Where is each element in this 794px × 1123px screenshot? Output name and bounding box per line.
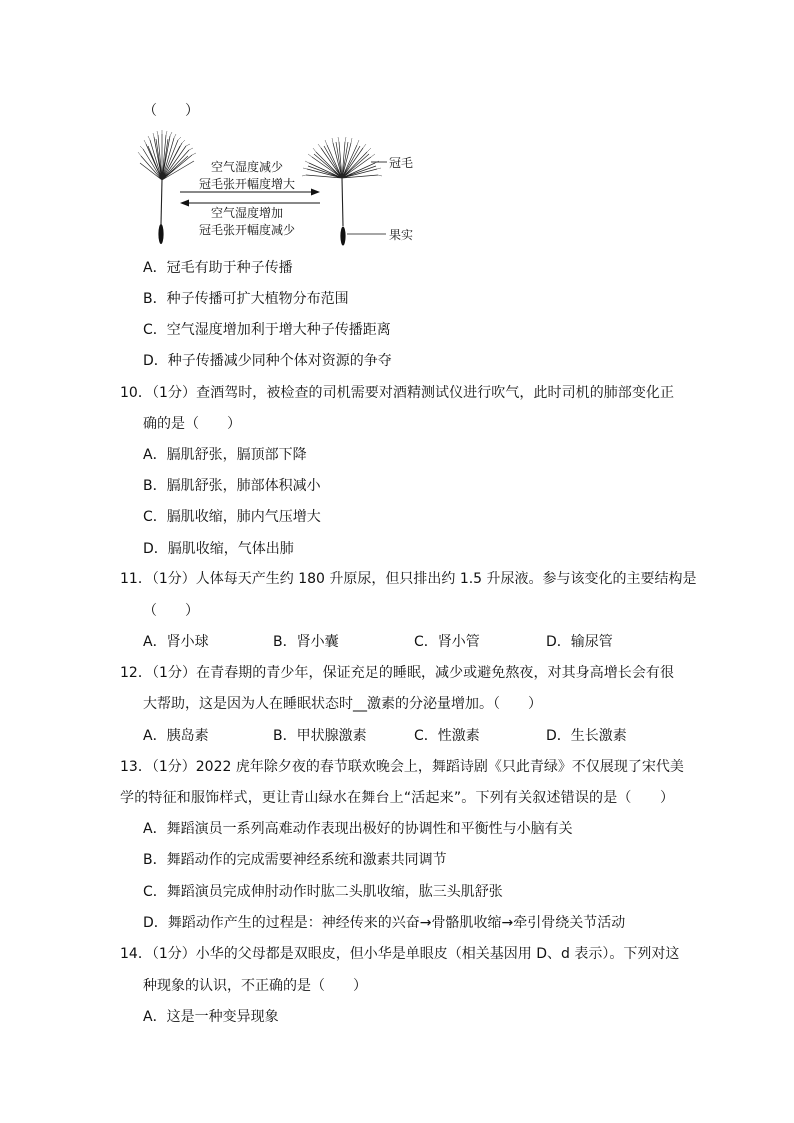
- q10-stem-text-1: 查酒驾时，被检查的司机需要对酒精测试仪进行吹气，此时司机的肺部变化正: [196, 385, 674, 401]
- q14-number: 14．: [120, 946, 152, 962]
- q14-option-a: A．这是一种变异现象: [143, 1009, 279, 1025]
- open-pappus-hairs: [302, 137, 382, 176]
- q14-stem-line-1: [120, 944, 680, 964]
- q11-option-a: A．肾小球: [143, 634, 209, 650]
- q10-option-a: A．膈肌舒张，膈顶部下降: [143, 447, 307, 463]
- q11-option-d: D．输尿管: [546, 634, 613, 650]
- q10-stem-line-2: 确的是（ ）: [143, 416, 241, 432]
- arrow-left-label-2: 冠毛张开幅度减少: [198, 223, 296, 237]
- q9-option-d: D．种子传播减少同种个体对资源的争夺: [143, 353, 392, 369]
- pappus-label: 冠毛: [389, 156, 414, 170]
- q12-score: （1分）: [151, 665, 197, 681]
- left-stalk: [161, 180, 162, 224]
- arrows: [180, 189, 320, 207]
- q9-answer-blank: （ ）: [143, 103, 199, 119]
- arrow-left-label-1: 空气湿度增加: [210, 206, 284, 220]
- q12-stem-line-2: 大帮助，这是因为人在睡眠状态时__激素的分泌量增加。（ ）: [143, 696, 542, 712]
- q12-options-row: [0, 726, 794, 746]
- q11-stem-text-1: 人体每天产生约 180 升原尿，但只排出约 1.5 升尿液。参与该变化的主要结构是: [195, 571, 697, 587]
- left-fruit: [158, 224, 163, 244]
- q13-option-c: C．舞蹈演员完成伸肘动作时肱二头肌收缩，肱三头肌舒张: [143, 884, 503, 900]
- fruit-label: 果实: [389, 228, 414, 242]
- closed-pappus: [140, 134, 194, 180]
- q11-options-row: [0, 632, 794, 652]
- q13-number: 13．: [120, 759, 152, 775]
- q10-option-c: C．膈肌收缩，肺内气压增大: [143, 509, 321, 525]
- q9-option-b: B．种子传播可扩大植物分布范围: [143, 291, 349, 307]
- open-pappus: [306, 142, 378, 178]
- q13-option-d: D．舞蹈动作产生的过程是：神经传来的兴奋→骨骼肌收缩→牵引骨绕关节活动: [143, 915, 626, 931]
- q11-option-c: C．肾小管: [414, 634, 480, 650]
- arrow-right-head: [311, 189, 320, 196]
- q9-option-a: A．冠毛有助于种子传播: [143, 260, 293, 276]
- q13-option-a: A．舞蹈演员一系列高难动作表现出极好的协调性和平衡性与小脑有关: [143, 821, 573, 837]
- q13-stem-line-2: 学的特征和服饰样式，更让青山绿水在舞台上“活起来”。下列有关叙述错误的是（ ）: [120, 790, 674, 806]
- q13-stem-line-1: [120, 757, 684, 777]
- q13-stem-text-1: 2022 虎年除夕夜的春节联欢晚会上，舞蹈诗剧《只此青绿》不仅展现了宋代美: [195, 759, 684, 775]
- arrow-right-label-2: 冠毛张开幅度增大: [198, 177, 296, 191]
- q13-option-b: B．舞蹈动作的完成需要神经系统和激素共同调节: [143, 852, 447, 868]
- arrow-left-head: [180, 200, 189, 207]
- q12-option-d: D．生长激素: [546, 728, 627, 744]
- q11-number: 11．: [120, 571, 152, 587]
- q14-stem-text-1: 小华的父母都是双眼皮，但小华是单眼皮（相关基因用 D、d 表示）。下列对这: [195, 946, 680, 962]
- q11-score: （1分）: [151, 571, 196, 587]
- q11-option-b: B．肾小囊: [273, 634, 339, 650]
- arrow-right-label-1: 空气湿度减少: [210, 160, 284, 174]
- q11-stem-line-2: （ ）: [143, 603, 199, 619]
- q14-stem-line-2: 种现象的认识，不正确的是（ ）: [143, 978, 367, 994]
- closed-pappus-seed: [138, 130, 196, 244]
- q10-score: （1分）: [151, 385, 197, 401]
- q10-option-d: D．膈肌收缩，气体出肺: [143, 541, 294, 557]
- q10-stem-line-1: [120, 383, 674, 403]
- q13-score: （1分）: [151, 759, 196, 775]
- q12-number: 12．: [120, 665, 152, 681]
- q10-option-b: B．膈肌舒张，肺部体积减小: [143, 478, 321, 494]
- q11-stem-line-1: [120, 569, 697, 589]
- q9-option-c: C．空气湿度增加利于增大种子传播距离: [143, 322, 391, 338]
- right-fruit: [340, 227, 345, 246]
- dandelion-seed-figure: [130, 128, 430, 250]
- q10-number: 10．: [120, 385, 152, 401]
- q14-score: （1分）: [151, 946, 196, 962]
- q12-option-a: A．胰岛素: [143, 728, 209, 744]
- q12-option-c: C．性激素: [414, 728, 480, 744]
- q12-stem-text-1: 在青春期的青少年，保证充足的睡眠，减少或避免熬夜，对其身高增长会有很: [196, 665, 674, 681]
- right-stalk: [342, 178, 343, 226]
- q12-option-b: B．甲状腺激素: [273, 728, 367, 744]
- q12-stem-line-1: [120, 663, 674, 683]
